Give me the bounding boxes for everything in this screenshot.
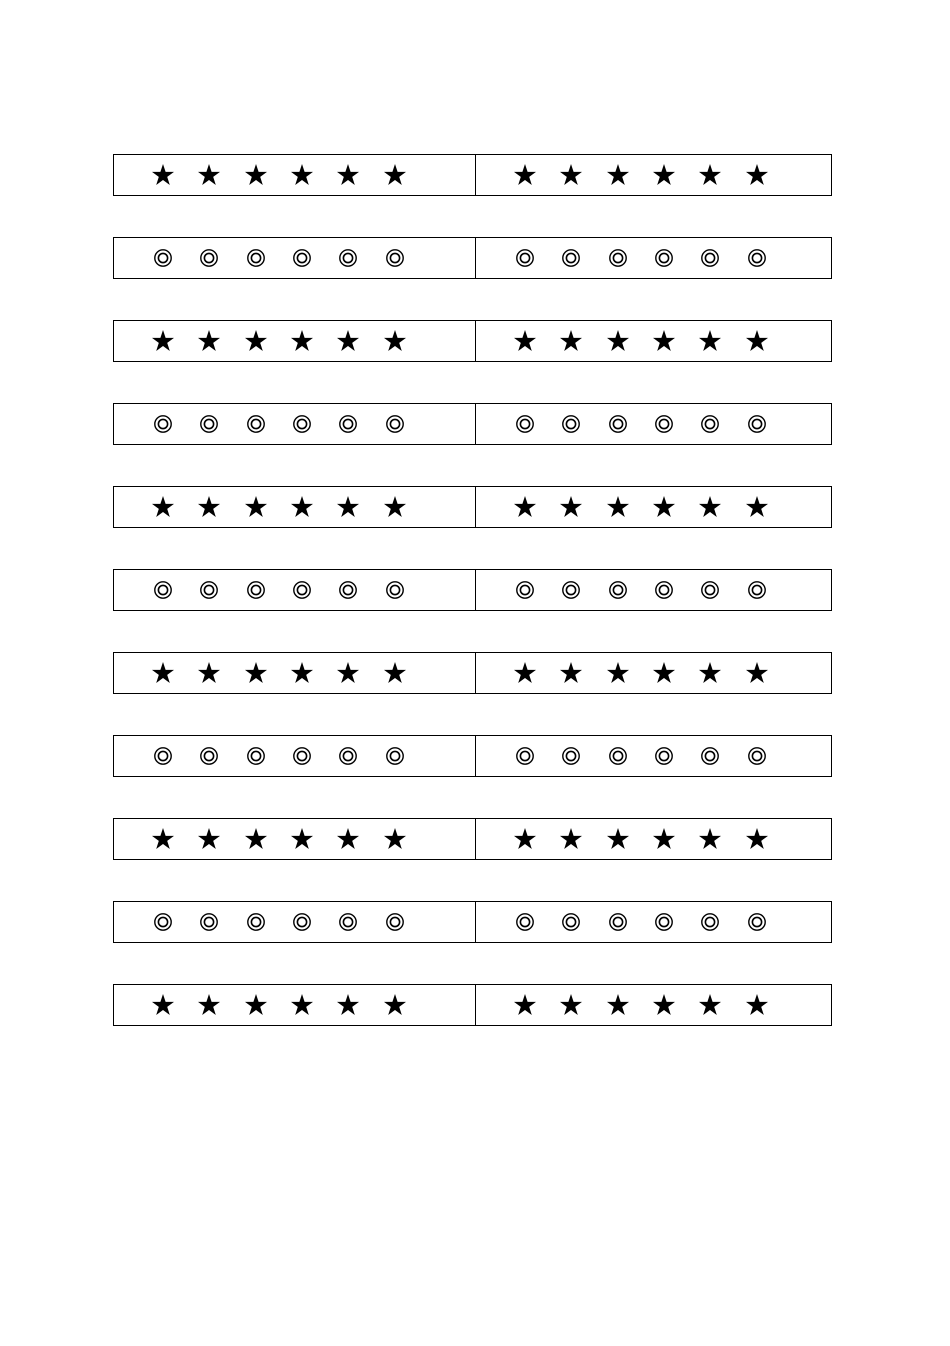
star-icon: [244, 495, 268, 519]
star-icon: [290, 993, 314, 1017]
star-icon: [745, 993, 769, 1017]
star-icon: [606, 495, 630, 519]
bullseye-icon: [292, 414, 312, 434]
star-icon: [336, 661, 360, 685]
star-icon: [606, 993, 630, 1017]
star-icon: [336, 495, 360, 519]
bullseye-icon: [654, 414, 674, 434]
star-icon: [244, 661, 268, 685]
bullseye-icon: [246, 580, 266, 600]
symbol-row: [113, 735, 832, 777]
symbol-row: [113, 818, 832, 860]
bullseye-icon: [561, 248, 581, 268]
bullseye-icon: [246, 912, 266, 932]
symbol-cell-right: [476, 902, 831, 942]
bullseye-icon: [338, 248, 358, 268]
bullseye-icon: [515, 746, 535, 766]
bullseye-icon: [153, 248, 173, 268]
star-icon: [698, 661, 722, 685]
star-icon: [745, 495, 769, 519]
star-icon: [244, 827, 268, 851]
star-icon: [513, 993, 537, 1017]
bullseye-icon: [654, 580, 674, 600]
star-icon: [336, 163, 360, 187]
star-icon: [698, 993, 722, 1017]
symbol-row: [113, 652, 832, 694]
bullseye-icon: [747, 414, 767, 434]
star-icon: [652, 993, 676, 1017]
star-icon: [383, 827, 407, 851]
bullseye-icon: [561, 912, 581, 932]
bullseye-icon: [385, 746, 405, 766]
bullseye-icon: [385, 580, 405, 600]
star-icon: [197, 993, 221, 1017]
symbol-cell-right: [476, 570, 831, 610]
bullseye-icon: [246, 414, 266, 434]
bullseye-icon: [654, 746, 674, 766]
star-icon: [559, 827, 583, 851]
symbol-cell-right: [476, 321, 831, 361]
star-icon: [559, 993, 583, 1017]
bullseye-icon: [654, 912, 674, 932]
star-icon: [513, 329, 537, 353]
bullseye-icon: [292, 746, 312, 766]
star-icon: [606, 661, 630, 685]
bullseye-icon: [700, 746, 720, 766]
star-icon: [197, 661, 221, 685]
star-icon: [197, 329, 221, 353]
symbol-cell-left: [114, 819, 476, 859]
bullseye-icon: [700, 248, 720, 268]
bullseye-icon: [199, 580, 219, 600]
symbol-cell-left: [114, 238, 476, 278]
star-icon: [151, 661, 175, 685]
star-icon: [513, 661, 537, 685]
bullseye-icon: [338, 912, 358, 932]
symbol-row: [113, 901, 832, 943]
symbol-cell-left: [114, 404, 476, 444]
bullseye-icon: [292, 912, 312, 932]
bullseye-icon: [385, 912, 405, 932]
bullseye-icon: [153, 746, 173, 766]
bullseye-icon: [385, 414, 405, 434]
bullseye-icon: [292, 248, 312, 268]
star-icon: [559, 329, 583, 353]
symbol-cell-left: [114, 155, 476, 195]
bullseye-icon: [747, 746, 767, 766]
symbol-row: [113, 569, 832, 611]
bullseye-icon: [515, 580, 535, 600]
symbol-cell-left: [114, 736, 476, 776]
star-icon: [290, 827, 314, 851]
symbol-table: [113, 154, 832, 1067]
symbol-cell-right: [476, 487, 831, 527]
bullseye-icon: [608, 580, 628, 600]
bullseye-icon: [199, 912, 219, 932]
star-icon: [290, 163, 314, 187]
bullseye-icon: [515, 912, 535, 932]
symbol-cell-right: [476, 736, 831, 776]
symbol-cell-left: [114, 487, 476, 527]
symbol-cell-left: [114, 570, 476, 610]
star-icon: [745, 163, 769, 187]
star-icon: [559, 661, 583, 685]
star-icon: [652, 661, 676, 685]
bullseye-icon: [153, 912, 173, 932]
bullseye-icon: [199, 414, 219, 434]
star-icon: [244, 329, 268, 353]
symbol-cell-right: [476, 819, 831, 859]
symbol-cell-right: [476, 653, 831, 693]
star-icon: [606, 163, 630, 187]
star-icon: [336, 993, 360, 1017]
symbol-row: [113, 154, 832, 196]
star-icon: [151, 495, 175, 519]
bullseye-icon: [199, 746, 219, 766]
star-icon: [745, 827, 769, 851]
star-icon: [559, 163, 583, 187]
star-icon: [698, 163, 722, 187]
star-icon: [336, 329, 360, 353]
symbol-row: [113, 320, 832, 362]
star-icon: [290, 661, 314, 685]
star-icon: [383, 495, 407, 519]
bullseye-icon: [747, 912, 767, 932]
bullseye-icon: [153, 580, 173, 600]
symbol-row: [113, 486, 832, 528]
symbol-cell-left: [114, 653, 476, 693]
star-icon: [197, 163, 221, 187]
star-icon: [513, 495, 537, 519]
star-icon: [290, 329, 314, 353]
bullseye-icon: [654, 248, 674, 268]
bullseye-icon: [608, 248, 628, 268]
star-icon: [151, 827, 175, 851]
star-icon: [698, 329, 722, 353]
bullseye-icon: [292, 580, 312, 600]
star-icon: [652, 163, 676, 187]
star-icon: [652, 329, 676, 353]
star-icon: [244, 163, 268, 187]
bullseye-icon: [246, 248, 266, 268]
symbol-cell-left: [114, 985, 476, 1025]
bullseye-icon: [338, 746, 358, 766]
star-icon: [197, 495, 221, 519]
star-icon: [151, 163, 175, 187]
star-icon: [290, 495, 314, 519]
bullseye-icon: [153, 414, 173, 434]
star-icon: [698, 495, 722, 519]
symbol-cell-left: [114, 902, 476, 942]
star-icon: [513, 163, 537, 187]
bullseye-icon: [338, 414, 358, 434]
symbol-cell-right: [476, 155, 831, 195]
symbol-cell-right: [476, 985, 831, 1025]
bullseye-icon: [747, 580, 767, 600]
star-icon: [336, 827, 360, 851]
star-icon: [606, 329, 630, 353]
symbol-cell-left: [114, 321, 476, 361]
bullseye-icon: [515, 414, 535, 434]
star-icon: [383, 163, 407, 187]
star-icon: [151, 993, 175, 1017]
star-icon: [244, 993, 268, 1017]
symbol-row: [113, 403, 832, 445]
bullseye-icon: [561, 580, 581, 600]
star-icon: [652, 495, 676, 519]
star-icon: [513, 827, 537, 851]
star-icon: [383, 329, 407, 353]
star-icon: [197, 827, 221, 851]
bullseye-icon: [561, 414, 581, 434]
star-icon: [745, 329, 769, 353]
star-icon: [652, 827, 676, 851]
symbol-cell-right: [476, 238, 831, 278]
star-icon: [745, 661, 769, 685]
symbol-cell-right: [476, 404, 831, 444]
star-icon: [606, 827, 630, 851]
bullseye-icon: [246, 746, 266, 766]
symbol-row: [113, 237, 832, 279]
star-icon: [383, 993, 407, 1017]
bullseye-icon: [338, 580, 358, 600]
star-icon: [698, 827, 722, 851]
bullseye-icon: [561, 746, 581, 766]
bullseye-icon: [199, 248, 219, 268]
bullseye-icon: [608, 414, 628, 434]
bullseye-icon: [700, 912, 720, 932]
bullseye-icon: [608, 912, 628, 932]
symbol-row: [113, 984, 832, 1026]
star-icon: [383, 661, 407, 685]
bullseye-icon: [747, 248, 767, 268]
bullseye-icon: [608, 746, 628, 766]
bullseye-icon: [515, 248, 535, 268]
bullseye-icon: [700, 414, 720, 434]
star-icon: [151, 329, 175, 353]
bullseye-icon: [385, 248, 405, 268]
star-icon: [559, 495, 583, 519]
bullseye-icon: [700, 580, 720, 600]
